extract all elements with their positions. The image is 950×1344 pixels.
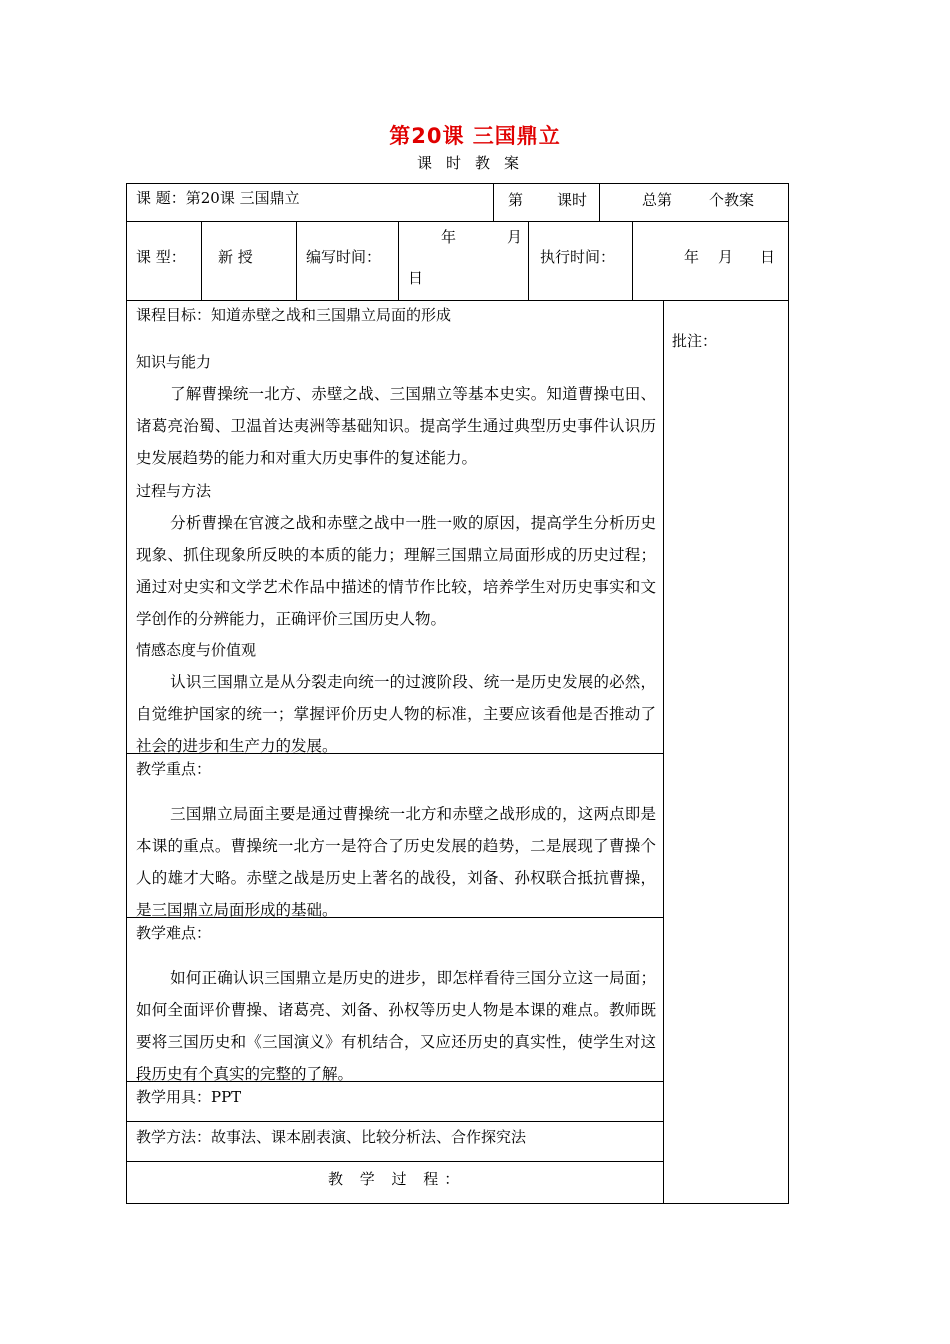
row-divider <box>126 221 789 222</box>
difficulties-heading: 教学难点： <box>136 924 212 942</box>
knowledge-text: 了解曹操统一北方、赤壁之战、三国鼎立等基本史实。知道曹操屯田、诸葛亮治蜀、卫温首达夷洲等基础知识。提高学生通过典型历史事件认识历史发展趋势的能力和对重大历史事件的复述能力。 <box>136 385 656 467</box>
exec-time-label: 执行时间： <box>540 248 616 266</box>
page-subtitle: 课时教案 <box>416 154 533 172</box>
process-text: 分析曹操在官渡之战和赤壁之战中一胜一败的原因，提高学生分析历史现象、抓住现象所反映的本质的能力；理解三国鼎立局面形成的历史过程；通过对史实和文学艺术作品中描述的情节作比较，培养学生对历史事实和文学创作的分辨能力，正确评价三国历史人物。 <box>136 514 656 628</box>
col-divider <box>296 221 297 300</box>
teaching-tools: 教学用具：PPT <box>136 1088 242 1106</box>
type-label: 课 型： <box>136 248 186 266</box>
col-divider <box>599 183 600 221</box>
key-points-heading: 教学重点： <box>136 760 212 778</box>
write-month: 月 <box>507 228 523 246</box>
row-divider <box>126 1161 663 1162</box>
col-divider <box>201 221 202 300</box>
process-title: 过程与方法 <box>136 482 212 500</box>
lesson-unit-label: 课时 <box>557 191 588 209</box>
row-divider <box>126 300 789 301</box>
exec-day: 日 <box>760 248 776 266</box>
key-points-text: 三国鼎立局面主要是通过曹操统一北方和赤壁之战形成的，这两点即是本课的重点。曹操统一北方一是符合了历史发展的趋势，二是展现了曹操个人的雄才大略。赤壁之战是历史上著名的战役，刘备、孙权联合抵抗曹操，是三国鼎立局面形成的基础。 <box>136 805 656 919</box>
teaching-methods: 教学方法：故事法、课本剧表演、比较分析法、合作探究法 <box>136 1128 527 1146</box>
difficulties-text: 如何正确认识三国鼎立是历史的进步，即怎样看待三国分立这一局面；如何全面评价曹操、诸葛亮、刘备、孙权等历史人物是本课的难点。教师既要将三国历史和《三国演义》有机结合，又应还历史的真实性，使学生对这段历史有个真实的完整的了解。 <box>136 969 656 1083</box>
type-value: 新 授 <box>218 248 253 266</box>
row-divider <box>126 1121 663 1122</box>
teaching-process-heading: 教 学 过 程： <box>328 1170 466 1188</box>
exec-month: 月 <box>718 248 734 266</box>
write-time-label: 编写时间： <box>306 248 382 266</box>
page-title: 第20课 三国鼎立 <box>389 124 561 148</box>
col-divider <box>398 221 399 300</box>
write-year: 年 <box>441 228 457 246</box>
col-divider <box>528 221 529 300</box>
exec-year: 年 <box>684 248 700 266</box>
total-label: 总第 <box>642 191 673 209</box>
col-divider <box>632 221 633 300</box>
total-unit-label: 个教案 <box>709 191 755 209</box>
emotion-title: 情感态度与价值观 <box>136 641 257 659</box>
col-divider <box>493 183 494 221</box>
lesson-number-label: 第 <box>508 191 524 209</box>
emotion-text: 认识三国鼎立是从分裂走向统一的过渡阶段、统一是历史发展的必然，自觉维护国家的统一；掌握评价历史人物的标准，主要应该看他是否推动了社会的进步和生产力的发展。 <box>136 673 656 755</box>
knowledge-title: 知识与能力 <box>136 353 212 371</box>
topic-cell: 课 题：第20课 三国鼎立 <box>136 189 300 207</box>
write-day: 日 <box>408 269 424 287</box>
objectives-heading: 课程目标：知道赤壁之战和三国鼎立局面的形成 <box>136 306 452 324</box>
annotation-label: 批注： <box>672 332 718 350</box>
annotation-column-divider <box>663 300 664 1204</box>
